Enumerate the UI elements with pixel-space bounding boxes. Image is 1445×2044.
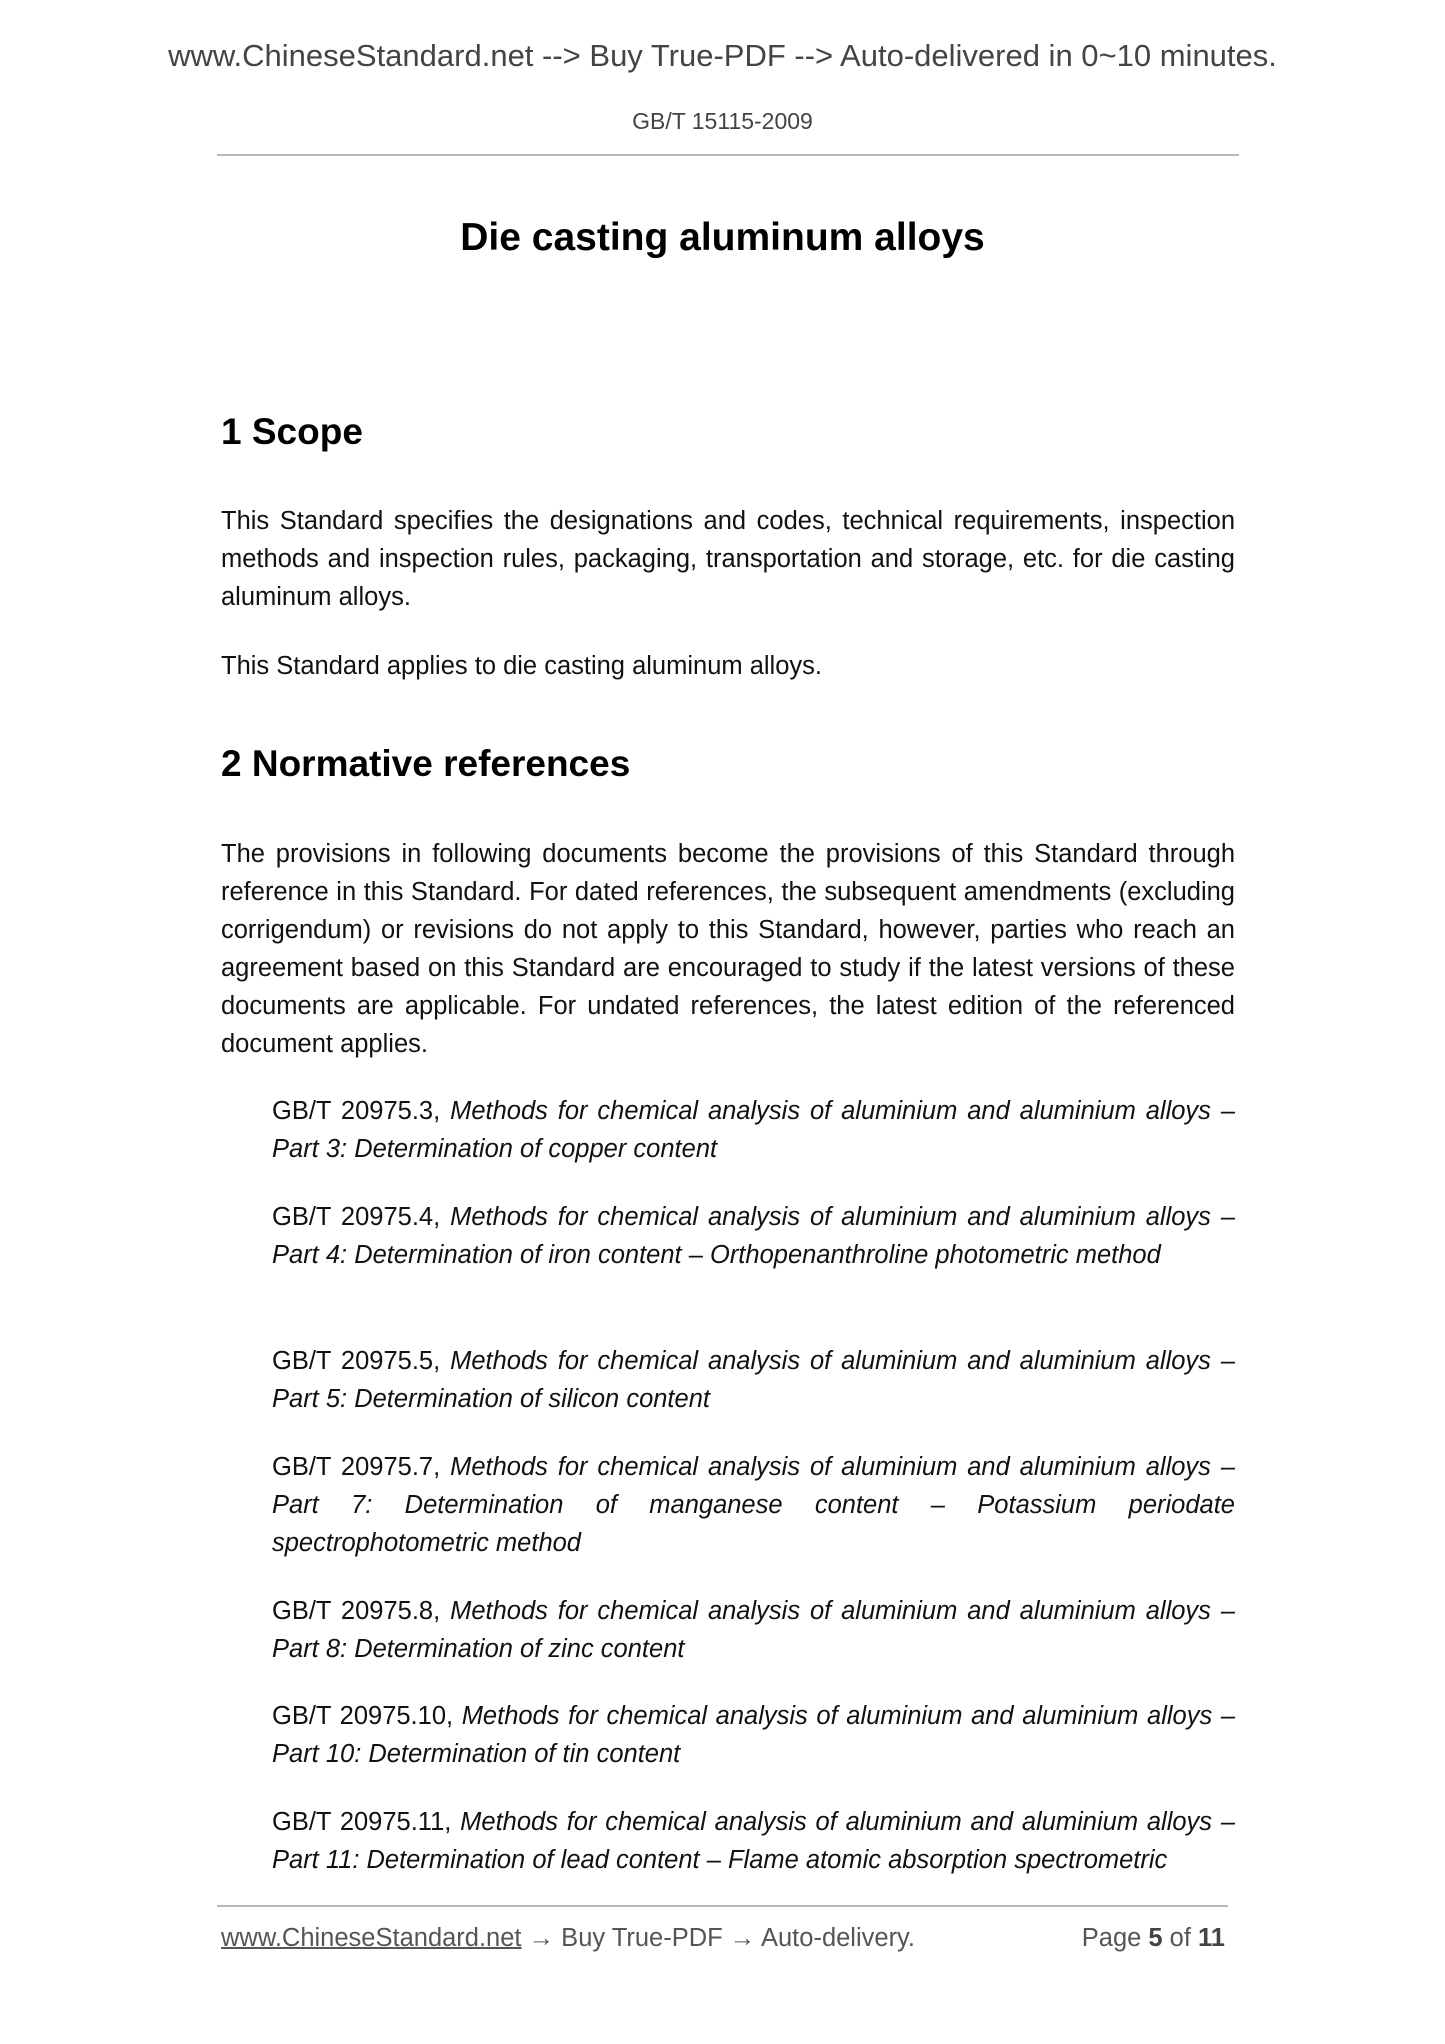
reference-code: GB/T 20975.10, (272, 1702, 462, 1730)
page-current: 5 (1148, 1924, 1163, 1952)
reference-item (272, 1697, 1235, 1773)
reference-item (272, 1198, 1235, 1274)
reference-title: Methods for chemical analysis of aluminium and aluminium alloys – Part 8: Determination of zinc content (272, 1597, 1236, 1663)
scope-paragraph-2-wrap (221, 647, 1235, 685)
reference-code: GB/T 20975.11, (272, 1808, 461, 1836)
section-normative-references (221, 743, 1235, 785)
page-title: Die casting aluminum alloys (460, 216, 985, 259)
page-footer (221, 1924, 1225, 1953)
reference-title: Methods for chemical analysis of aluminium and aluminium alloys – Part 7: Determination of manganese content – Potassium periodate spectrophotometric method (272, 1453, 1236, 1557)
scope-paragraph-1-wrap (221, 502, 1235, 616)
top-banner: www.ChineseStandard.net --> Buy True-PDF --> Auto-delivered in 0~10 minutes. (168, 38, 1277, 73)
page-indicator (1082, 1924, 1225, 1953)
document-code: GB/T 15115-2009 (632, 108, 813, 134)
header-divider (217, 154, 1239, 156)
footer-site-link[interactable]: www.ChineseStandard.net (221, 1924, 522, 1952)
section-scope (221, 411, 1235, 453)
page-of-label: of (1162, 1924, 1199, 1952)
reference-code: GB/T 20975.4, (272, 1203, 451, 1231)
page-label: Page (1081, 1924, 1149, 1952)
normative-intro-wrap (221, 835, 1235, 1063)
reference-item (272, 1803, 1235, 1879)
reference-item (272, 1342, 1235, 1418)
reference-item (272, 1092, 1235, 1168)
reference-title: Methods for chemical analysis of aluminium and aluminium alloys – Part 4: Determination of iron content – Orthopenanthroline photometric method (272, 1203, 1236, 1269)
reference-code: GB/T 20975.7, (272, 1453, 451, 1481)
reference-item (272, 1448, 1235, 1562)
scope-paragraph-2: This Standard applies to die casting aluminum alloys. (221, 652, 822, 680)
reference-item (272, 1592, 1235, 1668)
footer-tagline: → Buy True-PDF → Auto-delivery. (521, 1924, 915, 1952)
reference-title: Methods for chemical analysis of aluminium and aluminium alloys – Part 3: Determination of copper content (272, 1097, 1236, 1163)
normative-intro-paragraph: The provisions in following documents become the provisions of this Standard through reference in this Standard. For dated references, the subsequent amendments (excluding corrigendum) or revisions do not apply to this Standard, however, parties who reach an agreement based on this Standard are encouraged to study if the latest versions of these documents are applicable. For undated references, the latest edition of the referenced document applies. (221, 840, 1235, 1058)
scope-paragraph-1: This Standard specifies the designations and codes, technical requirements, inspection methods and inspection rules, packaging, transportation and storage, etc. for die casting aluminum alloys. (221, 507, 1235, 611)
reference-code: GB/T 20975.8, (272, 1597, 451, 1625)
reference-code: GB/T 20975.5, (272, 1347, 451, 1375)
page-total: 11 (1198, 1924, 1225, 1952)
section-heading-normative-references: 2 Normative references (221, 743, 631, 784)
reference-title: Methods for chemical analysis of aluminium and aluminium alloys – Part 5: Determination of silicon content (272, 1347, 1236, 1413)
footer-divider (217, 1905, 1228, 1907)
reference-title: Methods for chemical analysis of aluminium and aluminium alloys – Part 11: Determination of lead content – Flame atomic absorption spectrometric (272, 1808, 1235, 1874)
section-heading-scope: 1 Scope (221, 411, 363, 452)
reference-code: GB/T 20975.3, (272, 1097, 451, 1125)
reference-title: Methods for chemical analysis of aluminium and aluminium alloys – Part 10: Determination of tin content (272, 1702, 1235, 1768)
